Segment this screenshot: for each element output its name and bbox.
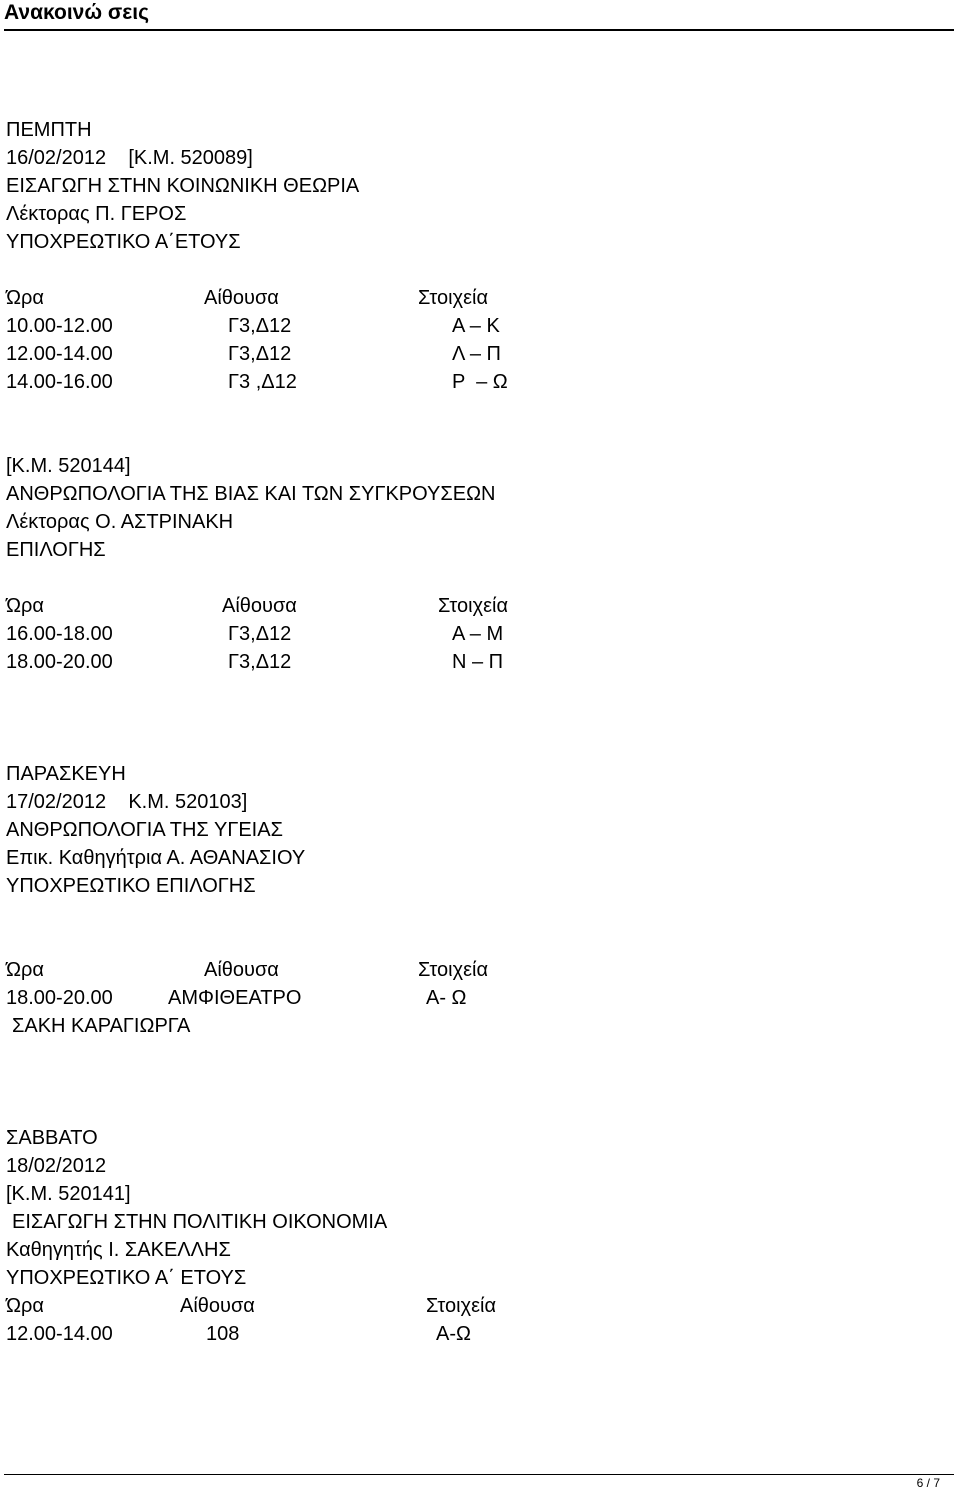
row-time: 18.00-20.00 <box>6 651 113 673</box>
row-room: Γ3,Δ12 <box>228 651 292 673</box>
col-header-room: Αίθουσα <box>204 287 279 309</box>
col-header-data: Στοιχεία <box>418 287 489 309</box>
col-header-room: Αίθουσα <box>222 595 297 617</box>
instructor: Επικ. Καθηγήτρια Α. ΑΘΑΝΑΣΙΟΥ <box>6 847 306 869</box>
row-room: ΑΜΦΙΘΕΑΤΡΟ <box>168 987 302 1009</box>
course-type: ΥΠΟΧΡΕΩΤΙΚΟ ΕΠΙΛΟΓΗΣ <box>6 875 256 897</box>
row-time: 12.00-14.00 <box>6 343 113 365</box>
col-header-data: Στοιχεία <box>418 959 489 981</box>
instructor: Λέκτορας Π. ΓΕΡΟΣ <box>6 203 187 225</box>
date-code: 17/02/2012 Κ.Μ. 520103] <box>6 791 248 813</box>
row-time: 16.00-18.00 <box>6 623 113 645</box>
col-header-time: Ώρα <box>6 595 44 617</box>
col-header-data: Στοιχεία <box>438 595 509 617</box>
row-time: 14.00-16.00 <box>6 371 113 393</box>
col-header-time: Ώρα <box>6 1295 44 1317</box>
col-header-room: Αίθουσα <box>180 1295 255 1317</box>
col-header-time: Ώρα <box>6 959 44 981</box>
row-room: Γ3,Δ12 <box>228 315 292 337</box>
row-time: 12.00-14.00 <box>6 1323 113 1345</box>
course-code: [Κ.Μ. 520141] <box>6 1183 131 1205</box>
row-room: Γ3 ,Δ12 <box>228 371 297 393</box>
row-data: Λ – Π <box>452 343 501 365</box>
row-room: Γ3,Δ12 <box>228 343 292 365</box>
course-title: ΑΝΘΡΩΠΟΛΟΓΙΑ ΤΗΣ ΒΙΑΣ ΚΑΙ ΤΩΝ ΣΥΓΚΡΟΥΣΕΩΝ <box>6 483 496 505</box>
course-type: ΥΠΟΧΡΕΩΤΙΚΟ Α΄ΕΤΟΥΣ <box>6 231 241 253</box>
course-title: ΕΙΣΑΓΩΓΗ ΣΤΗΝ ΚΟΙΝΩΝΙΚΗ ΘΕΩΡΙΑ <box>6 175 360 197</box>
extra-note: ΣΑΚΗ ΚΑΡΑΓΙΩΡΓΑ <box>12 1015 191 1037</box>
row-data: Α – Μ <box>452 623 504 645</box>
col-header-room: Αίθουσα <box>204 959 279 981</box>
day-heading: ΠΑΡΑΣΚΕΥΗ <box>6 763 126 785</box>
instructor: Καθηγητής Ι. ΣΑΚΕΛΛΗΣ <box>6 1239 231 1261</box>
header-divider <box>4 29 954 31</box>
day-heading: ΠΕΜΠΤΗ <box>6 119 92 141</box>
row-data: Ρ – Ω <box>452 371 508 393</box>
date-code: 16/02/2012 [Κ.Μ. 520089] <box>6 147 253 169</box>
page-number: 6 / 7 <box>916 1476 940 1490</box>
row-data: Ν – Π <box>452 651 504 673</box>
row-room: 108 <box>206 1323 240 1345</box>
col-header-data: Στοιχεία <box>426 1295 497 1317</box>
instructor: Λέκτορας Ο. ΑΣΤΡΙΝΑΚΗ <box>6 511 234 533</box>
row-data: Α- Ω <box>426 987 467 1009</box>
row-data: Α-Ω <box>436 1323 471 1345</box>
date: 18/02/2012 <box>6 1155 107 1177</box>
page-title: Ανακοινώ σεις <box>4 1 149 24</box>
col-header-time: Ώρα <box>6 287 44 309</box>
course-title: ΕΙΣΑΓΩΓΗ ΣΤΗΝ ΠΟΛΙΤΙΚΗ ΟΙΚΟΝΟΜΙΑ <box>12 1211 388 1233</box>
course-type: ΕΠΙΛΟΓΗΣ <box>6 539 106 561</box>
day-heading: ΣΑΒΒΑΤΟ <box>6 1127 98 1149</box>
row-time: 10.00-12.00 <box>6 315 113 337</box>
footer-divider <box>4 1474 954 1475</box>
course-title: ΑΝΘΡΩΠΟΛΟΓΙΑ ΤΗΣ ΥΓΕΙΑΣ <box>6 819 283 841</box>
row-data: Α – Κ <box>452 315 500 337</box>
course-type: ΥΠΟΧΡΕΩΤΙΚΟ Α΄ ΕΤΟΥΣ <box>6 1267 247 1289</box>
course-code: [Κ.Μ. 520144] <box>6 455 131 477</box>
row-room: Γ3,Δ12 <box>228 623 292 645</box>
row-time: 18.00-20.00 <box>6 987 113 1009</box>
